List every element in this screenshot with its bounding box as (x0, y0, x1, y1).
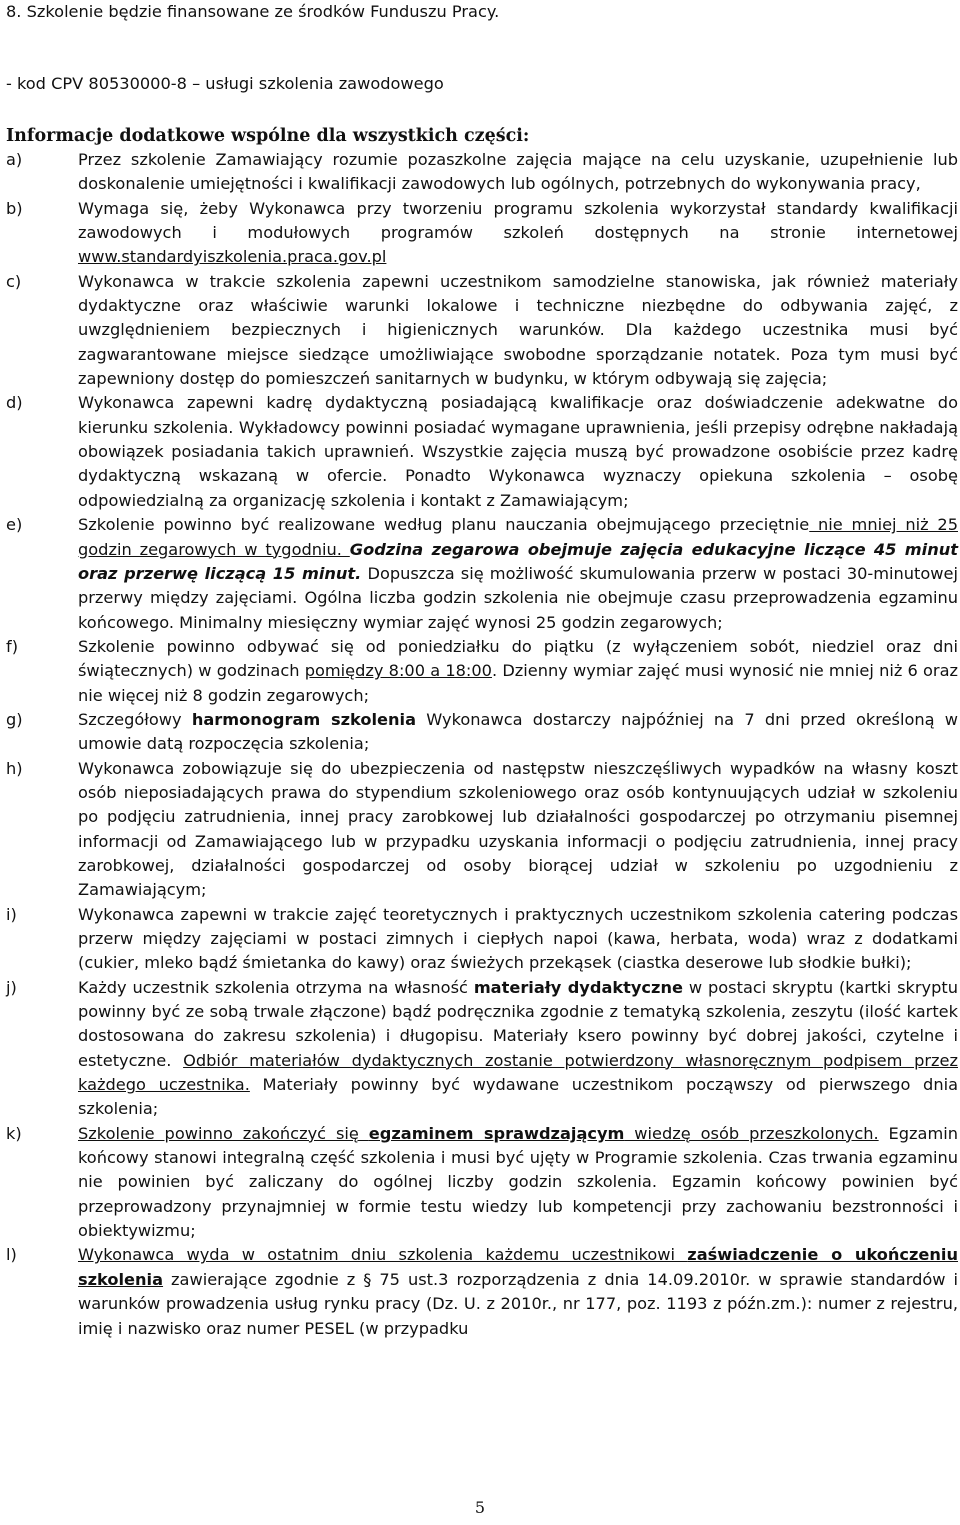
item-text: Szkolenie powinno odbywać się od poniedziałku do piątku (z wyłączeniem sobót, niedziel oraz dni świątecznych) w godzinach (78, 636, 958, 681)
item-label: c) (6, 271, 22, 291)
item-text-end: Materiały powinny być wydawane uczestnikom począwszy od pierwszego dnia szkolenia; (78, 1075, 958, 1119)
list-item-g (0, 708, 958, 757)
schedule-term: harmonogram szkolenia (191, 709, 417, 729)
certificate-term: zaświadczenie o ukończeniu szkolenia (78, 1245, 959, 1289)
item-text: Wymaga się, żeby Wykonawca przy tworzeniu programu szkolenia wykorzystał standardy kwalifikacji zawodowych i modułowych programów szkoleń dostępnych na stronie internetowej (78, 198, 958, 243)
item-text: Wykonawca zapewni kadrę dydaktyczną posiadającą kwalifikacje oraz doświadczenie adekwatne do kierunku szkolenia. Wykładowcy powinni posiadać wymagane uprawnienia, jeśli przepisy odrębne nakładają obowiązek posiadania takich uprawnień. Wszystkie zajęcia muszą być prowadzone osobiście przez kadrę dydaktyczną wskazaną w ofercie. Ponadto Wykonawca wyznaczy opiekuna szkolenia – osobę odpowiedzialną za organizację szkolenia i kontakt z Zamawiającym; (78, 393, 958, 510)
list-item-f (0, 635, 958, 708)
exam-requirement: Szkolenie powinno zakończyć się (78, 1123, 369, 1143)
list-item-i (0, 903, 958, 976)
item-label: e) (6, 515, 23, 535)
list-item-h (0, 757, 958, 903)
item-text: Wykonawca zapewni w trakcie zajęć teoretycznych i praktycznych uczestnikom szkolenia catering podczas przerw między zajęciami w postaci zimnych i ciepłych napoi (kawa, herbata, woda) wraz z dodatkami (cukier, mleko bądź śmietanka do kawy) oraz świeżych przekąsek (ciastka deserowe lub słodkie bułki); (78, 904, 958, 973)
list-item-d (0, 391, 958, 513)
point-8: 8. Szkolenie będzie finansowane ze środków Funduszu Pracy. (6, 2, 500, 21)
info-list (0, 148, 958, 1341)
item-text: Wykonawca zobowiązuje się do ubezpieczenia od następstw nieszczęśliwych wypadków na własny koszt osób nieposiadających prawa do stypendium szkoleniowego oraz osób kontynuujących udział w szkoleniu po podjęciu zatrudnienia, innej pracy zarobkowej lub działalności gospodarczej po otrzymaniu pisemnej informacji od Zamawiającego lub w przypadku uzyskania informacji o podjęciu zatrudnienia, innej pracy zarobkowej, działalności gospodarczej od osoby biorącej udział w szkoleniu po uzgodnieniu z Zamawiającym; (78, 758, 958, 900)
item-text: Wykonawca w trakcie szkolenia zapewni uczestnikom samodzielne stanowiska, jak również materiały dydaktyczne oraz właściwie warunki lokalowe i techniczne niezbędne do odbywania zajęć, z uwzględnieniem bezpiecznych i higienicznych warunków. Dla każdego uczestnika musi być zagwarantowane miejsce siedzące umożliwiające swobodne sporządzanie notatek. Poza tym musi być zapewniony dostęp do pomieszczeń sanitarnych w budynku, w którym odbywają się zajęcia; (78, 271, 958, 389)
item-text: zawierające zgodnie z § 75 ust.3 rozporządzenia z dnia 14.09.2010r. w sprawie standardów i warunków prowadzenia usług rynku pracy (Dz. U. z 2010r., nr 177, poz. 1193 z późn.zm.): numer z rejestru, imię i nazwisko oraz numer PESEL (w przypadku (78, 1269, 958, 1338)
item-label: f) (6, 636, 19, 656)
item-label: j) (6, 977, 17, 997)
item-text: Przez szkolenie Zamawiający rozumie pozaszkolne zajęcia mające na celu uzyskanie, uzupełnienie lub doskonalenie umiejętności i kwalifikacji zawodowych lub ogólnych, potrzebnych do wykonywania pracy, (78, 150, 958, 194)
hour-definition: Godzina zegarowa obejmuje zajęcia edukacyjne liczące 45 minut oraz przerwę liczącą 15 minut. (78, 539, 959, 583)
item-label: i) (6, 904, 17, 924)
item-text: Egzamin końcowy stanowi integralną część szkolenia i musi być ujęty w Programie szkolenia. Czas trwania egzaminu nie powinien być zaliczany do ogólnej liczby godzin szkolenia. Egzamin końcowy powinien być przeprowadzony przynajmniej w formie testu wiedzy lub kompetencji przy zachowaniu bezstronności i obiektywizmu; (78, 1123, 958, 1241)
page-number: 5 (474, 1498, 486, 1517)
item-label: a) (6, 150, 23, 169)
list-item-b (0, 197, 958, 270)
receipt-confirmation: Odbiór materiałów dydaktycznych zostanie potwierdzony własnoręcznym podpisem przez każdego uczestnika. (78, 1050, 958, 1095)
list-item-a (0, 148, 958, 197)
item-label: h) (6, 758, 23, 778)
cpv-code: - kod CPV 80530000-8 – usługi szkolenia zawodowego (6, 74, 444, 93)
item-label: d) (6, 393, 23, 413)
list-item-j (0, 976, 958, 1122)
item-text: Szkolenie powinno być realizowane według planu nauczania obejmującego przeciętnie (78, 515, 810, 535)
section-heading: Informacje dodatkowe wspólne dla wszystkich części: (6, 126, 530, 146)
item-label: g) (6, 709, 23, 729)
item-label: l) (6, 1245, 17, 1265)
hours-range: pomiędzy 8:00 a 18:00 (304, 661, 492, 681)
exam-requirement-cont: wiedzę osób przeszkolonych. (624, 1123, 879, 1143)
item-text: Szczegółowy (78, 709, 192, 729)
list-item-k (0, 1122, 958, 1244)
exam-term: egzaminem sprawdzającym (368, 1123, 625, 1143)
item-label: k) (6, 1123, 22, 1143)
list-item-c (0, 270, 958, 392)
item-text-cont: w postaci skryptu (kartki skryptu powinny być ze sobą trwale złączone) bądź podręcznika zgodnie z tematyką szkolenia, zeszytu (ilość kartek dostosowana do zakresu szkolenia) i długopisu. Materiały ksero powinny być dobrej jakości, czytelne i estetyczne. (78, 977, 958, 1070)
item-text: Każdy uczestnik szkolenia otrzyma na własność (78, 977, 474, 997)
item-label: b) (6, 198, 23, 218)
item-text-cont: Dopuszcza się możliwość skumulowania przerw w postaci 30-minutowej przerwy między zajęciami. Ogólna liczba godzin szkolenia nie obejmuje czasu przeprowadzenia egzaminu końcowego. Minimalny miesięczny wymiar zajęć wynosi 25 godzin zegarowych; (78, 563, 958, 632)
hours-requirement: nie mniej niż 25 godzin zegarowych w tygodniu. (78, 515, 958, 559)
certificate-requirement: Wykonawca wyda w ostatnim dniu szkolenia każdemu uczestnikowi (78, 1245, 688, 1265)
item-text-cont: . Dzienny wymiar zajęć musi wynosić nie mniej niż 6 oraz nie więcej niż 8 godzin zegarowych; (78, 661, 958, 705)
materials-term: materiały dydaktyczne (473, 977, 683, 997)
list-item-e (0, 513, 958, 635)
list-item-l (0, 1243, 958, 1340)
standards-link[interactable]: www.standardyiszkolenia.praca.gov.pl (78, 247, 387, 267)
item-text-cont: Wykonawca dostarczy najpóźniej na 7 dni przed określoną w umowie datą rozpoczęcia szkolenia; (78, 709, 959, 754)
